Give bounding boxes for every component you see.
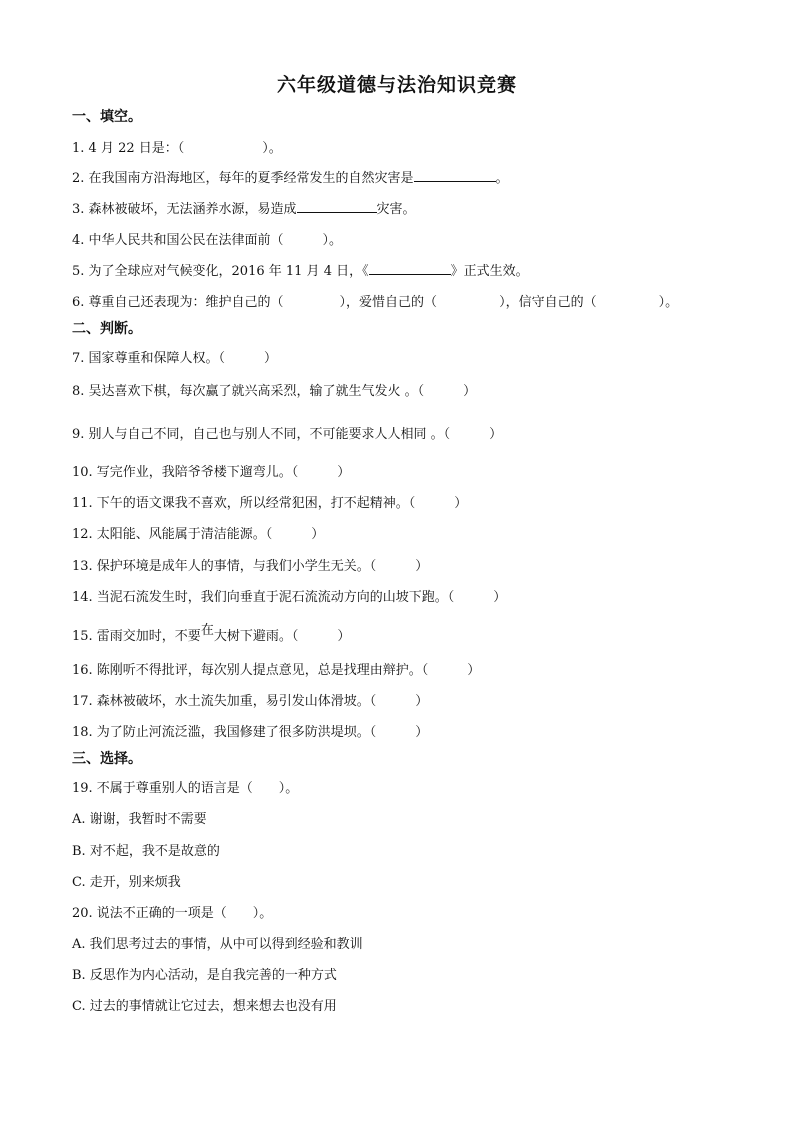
question-17: 17. 森林被破坏，水土流失加重，易引发山体滑坡。（ ） (72, 694, 429, 709)
question-2 (72, 167, 509, 186)
question-text: 5. 为了全球应对气候变化，2016 年 11 月 4 日，《 (72, 264, 369, 279)
question-10: 10. 写完作业，我陪爷爷楼下遛弯儿。（ ） (72, 465, 351, 480)
page-title: 六年级道德与法治知识竞赛 (276, 74, 517, 96)
question-7: 7. 国家尊重和保障人权。（ ） (72, 351, 278, 366)
question-text: 2. 在我国南方沿海地区，每年的夏季经常发生的自然灾害是 (72, 171, 414, 186)
question-text: 大树下避雨。（ ） (213, 629, 351, 644)
question-text: 灾害。 (376, 202, 416, 217)
question-4: 4. 中华人民共和国公民在法律面前（ ）。 (72, 233, 343, 248)
raised-character: 在 (200, 623, 214, 638)
section-choice-heading: 三、选择。 (72, 751, 142, 767)
question-9: 9. 别人与自己不同，自己也与别人不同，不可能要求人人相同 。（ ） (72, 427, 503, 442)
question-14: 14. 当泥石流发生时，我们向垂直于泥石流流动方向的山坡下跑。（ ） (72, 590, 507, 605)
answer-blank (297, 200, 377, 213)
option-19-a: A. 谢谢，我暂时不需要 (72, 812, 207, 827)
section-fill-heading: 一、填空。 (72, 109, 142, 125)
question-text: 6. 尊重自己还表现为：维护自己的（ (72, 295, 284, 310)
question-text: ），爱惜自己的（ (339, 295, 438, 310)
question-text: 。 (495, 171, 509, 186)
answer-blank (369, 262, 451, 275)
question-15 (72, 625, 350, 644)
question-text: 》正式生效。 (450, 264, 529, 279)
question-text: ），信守自己的（ (499, 295, 597, 310)
question-text: 1. 4 月 22 日是：（ (72, 141, 185, 156)
question-text: ）。 (262, 141, 282, 156)
question-5 (72, 260, 529, 279)
question-16: 16. 陈刚听不得批评，每次别人提点意见，总是找理由辩护。（ ） (72, 663, 481, 678)
question-text: 3. 森林被破坏，无法涵养水源，易造成 (72, 202, 297, 217)
question-18: 18. 为了防止河流泛滥，我国修建了很多防洪堤坝。（ ） (72, 725, 429, 740)
option-19-c: C. 走开，别来烦我 (72, 875, 181, 890)
question-13: 13. 保护环境是成年人的事情，与我们小学生无关。（ ） (72, 559, 429, 574)
question-20: 20. 说法不正确的一项是（ ）。 (72, 906, 273, 921)
question-6 (72, 291, 678, 310)
answer-blank (414, 169, 496, 182)
question-12: 12. 太阳能、风能属于清洁能源。（ ） (72, 527, 325, 542)
question-text: 15. 雷雨交加时，不要 (72, 629, 201, 644)
question-19: 19. 不属于尊重别人的语言是（ ）。 (72, 781, 299, 796)
option-19-b: B. 对不起，我不是故意的 (72, 844, 220, 859)
option-20-c: C. 过去的事情就让它过去，想来想去也没有用 (72, 999, 337, 1014)
question-1 (72, 137, 282, 156)
option-20-b: B. 反思作为内心活动，是自我完善的一种方式 (72, 968, 337, 983)
question-text: ）。 (658, 295, 679, 310)
question-8: 8. 吴达喜欢下棋，每次赢了就兴高采烈，输了就生气发火 。（ ） (72, 384, 477, 399)
question-3 (72, 198, 416, 217)
section-judge-heading: 二、判断。 (72, 321, 142, 337)
question-11: 11. 下午的语文课我不喜欢，所以经常犯困，打不起精神。（ ） (72, 496, 468, 511)
option-20-a: A. 我们思考过去的事情，从中可以得到经验和教训 (72, 937, 363, 952)
